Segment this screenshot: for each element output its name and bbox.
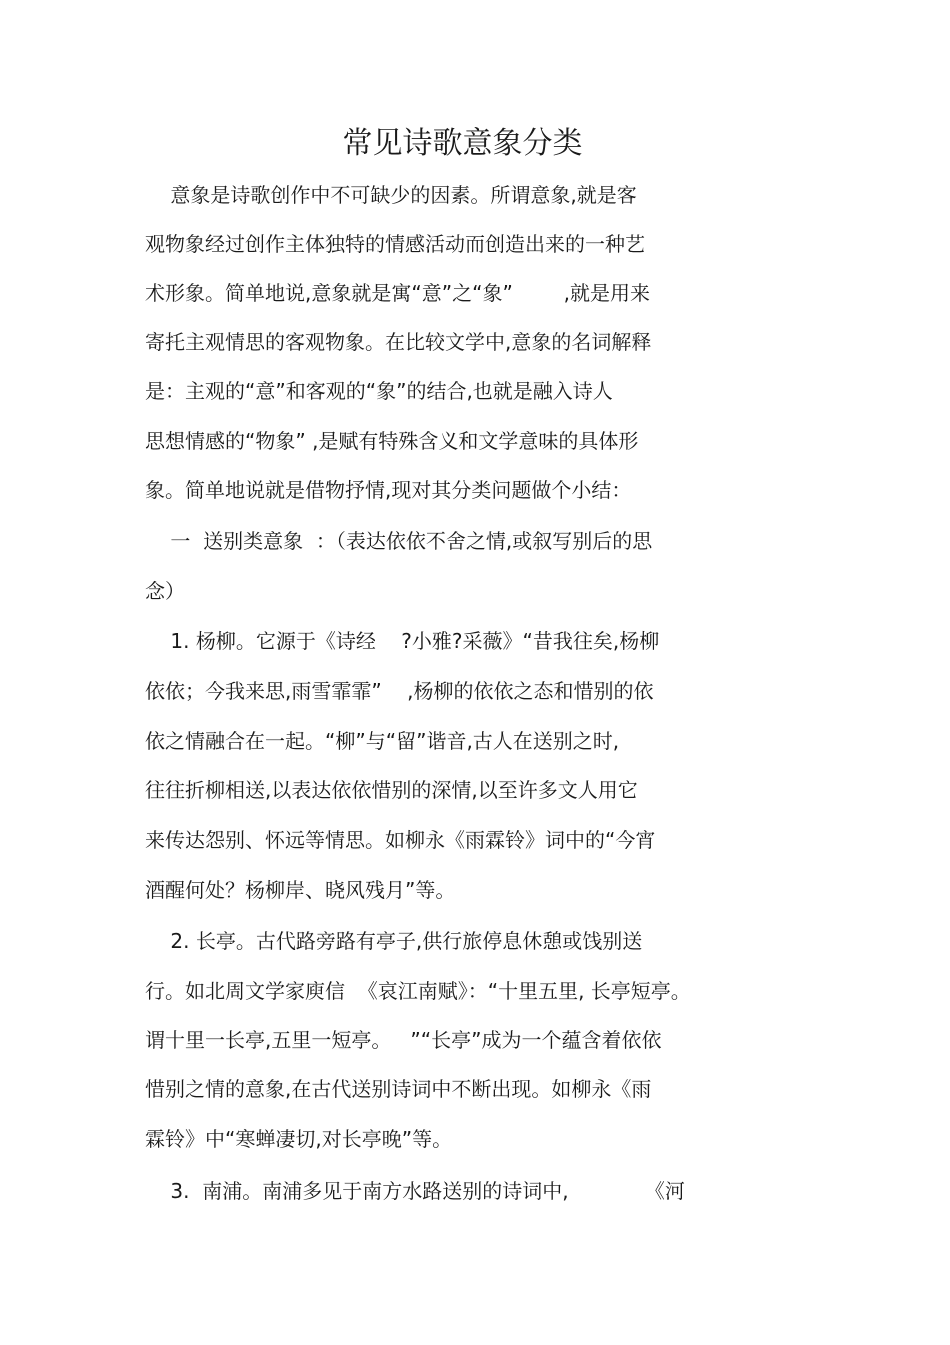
body-line: 往往折柳相送,以表达依依惜别的深情,以至许多文人用它 — [145, 778, 638, 802]
section-heading-line: 一 送别类意象 ：（表达依依不舍之情,或叙写别后的思 — [145, 529, 653, 553]
list-item-line: 2. 长亭。古代路旁路有亭子,供行旅停息休憩或饯别送 — [145, 929, 643, 953]
body-line: 依之情融合在一起。“柳”与“留”谐音,古人在送别之时, — [145, 729, 620, 753]
body-line: 是：主观的“意”和客观的“象”的结合,也就是融入诗人 — [145, 379, 613, 403]
body-line: 酒醒何处？杨柳岸、晓风残月”等。 — [145, 878, 456, 902]
list-item-line: 1. 杨柳。它源于《诗经 ?小雅?采薇》“昔我往矣,杨柳 — [145, 629, 660, 653]
body-line: 寄托主观情思的客观物象。在比较文学中,意象的名词解释 — [145, 330, 652, 354]
body-line: 思想情感的“物象” ,是赋有特殊含义和文学意味的具体形 — [145, 429, 639, 453]
body-line: 术形象。简单地说,意象就是寓“意”之“象” ,就是用来 — [145, 281, 651, 305]
body-line: 谓十里一长亭,五里一短亭。 ”“长亭”成为一个蕴含着依依 — [145, 1028, 662, 1052]
body-line: 象。简单地说就是借物抒情,现对其分类问题做个小结： — [145, 478, 632, 502]
body-line: 行。如北周文学家庾信 《哀江南赋》：“十里五里, 长亭短亭。 — [145, 979, 691, 1003]
body-line: 来传达怨别、怀远等情思。如柳永《雨霖铃》词中的“今宵 — [145, 828, 656, 852]
list-item-line: 3. 南浦。南浦多见于南方水路送别的诗词中, 《河 — [145, 1179, 685, 1203]
document-title: 常见诗歌意象分类 — [342, 126, 583, 161]
body-line: 惜别之情的意象,在古代送别诗词中不断出现。如柳永《雨 — [145, 1077, 652, 1101]
body-line: 意象是诗歌创作中不可缺少的因素。所谓意象,就是客 — [145, 183, 637, 207]
body-line: 霖铃》中“寒蝉凄切,对长亭晚”等。 — [145, 1127, 453, 1151]
body-line: 观物象经过创作主体独特的情感活动而创造出来的一种艺 — [145, 232, 645, 256]
body-line: 念） — [145, 579, 185, 603]
body-line: 依依；今我来思,雨雪霏霏” ,杨柳的依依之态和惜别的依 — [145, 679, 654, 703]
